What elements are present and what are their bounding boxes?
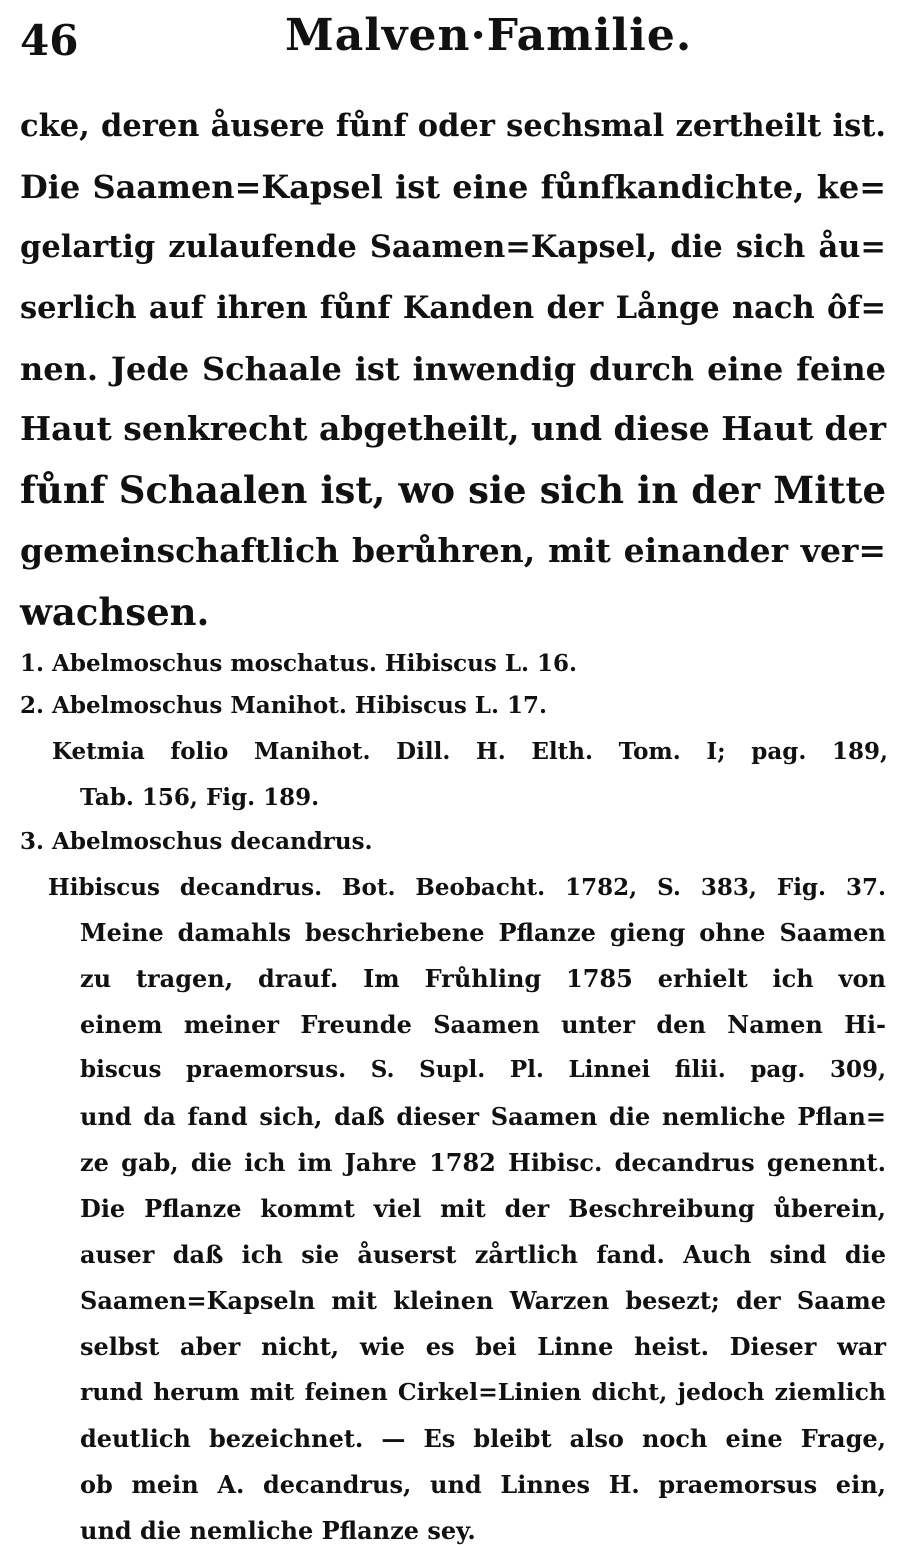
note-line: zu tragen, drauf. Im Frůhling 1785 erhielt ich von xyxy=(80,964,886,993)
note-line: biscus praemorsus. S. Supl. Pl. Linnei filii. pag. 309, xyxy=(80,1056,886,1083)
note-line: und die nemliche Pflanze sey. xyxy=(80,1516,476,1545)
body-line: Haut senkrecht abgetheilt, und diese Haut der xyxy=(20,409,886,449)
body-line: cke, deren åusere fůnf oder sechsmal zertheilt ist. xyxy=(20,108,886,144)
note-line: ze gab, die ich im Jahre 1782 Hibisc. decandrus genennt. xyxy=(80,1148,886,1177)
body-paragraph xyxy=(20,96,886,642)
page-number: 46 xyxy=(20,16,79,65)
body-line: gelartig zulaufende Saamen=Kapsel, die sich åu= xyxy=(20,229,886,266)
body-line: wachsen. xyxy=(20,589,210,634)
synonym-line: Tab. 156, Fig. 189. xyxy=(80,784,320,811)
species-entry: 2. Abelmoschus Manihot. Hibiscus L. 17. xyxy=(20,692,547,719)
body-line: fůnf Schaalen ist, wo sie sich in der Mitte xyxy=(20,468,886,513)
body-line: Die Saamen=Kapsel ist eine fůnfkandichte, ke= xyxy=(20,167,886,206)
note-line: selbst aber nicht, wie es bei Linne heist. Dieser war xyxy=(80,1332,886,1361)
running-title: Malven·Familie. xyxy=(285,10,693,61)
species-entry: 1. Abelmoschus moschatus. Hibiscus L. 16. xyxy=(20,650,578,677)
species-entry: 3. Abelmoschus decandrus. xyxy=(20,828,373,855)
note-line: ob mein A. decandrus, und Linnes H. praemorsus ein, xyxy=(80,1470,886,1499)
note-line: Die Pflanze kommt viel mit der Beschreibung ůberein, xyxy=(80,1194,886,1223)
note-line: Saamen=Kapseln mit kleinen Warzen besezt; der Saame xyxy=(80,1286,886,1315)
body-line: gemeinschaftlich berůhren, mit einander ver= xyxy=(20,530,886,570)
note-line: auser daß ich sie åuserst zårtlich fand. Auch sind die xyxy=(80,1240,886,1269)
note-line: deutlich bezeichnet. — Es bleibt also noch eine Frage, xyxy=(80,1424,886,1453)
synonym-line: Hibiscus decandrus. Bot. Beobacht. 1782, S. 383, Fig. 37. xyxy=(48,874,886,901)
note-line: rund herum mit feinen Cirkel=Linien dicht, jedoch ziemlich xyxy=(80,1378,886,1406)
synonym-line: Ketmia folio Manihot. Dill. H. Elth. Tom. I; pag. 189, xyxy=(52,738,888,765)
body-line: serlich auf ihren fůnf Kanden der Långe nach ôf= xyxy=(20,290,886,327)
note-line: und da fand sich, daß dieser Saamen die nemliche Pflan= xyxy=(80,1102,886,1131)
note-line: einem meiner Freunde Saamen unter den Namen Hi- xyxy=(80,1010,886,1039)
note-line: Meine damahls beschriebene Pflanze gieng ohne Saamen xyxy=(80,918,886,947)
body-line: nen. Jede Schaale ist inwendig durch eine feine xyxy=(20,349,886,388)
